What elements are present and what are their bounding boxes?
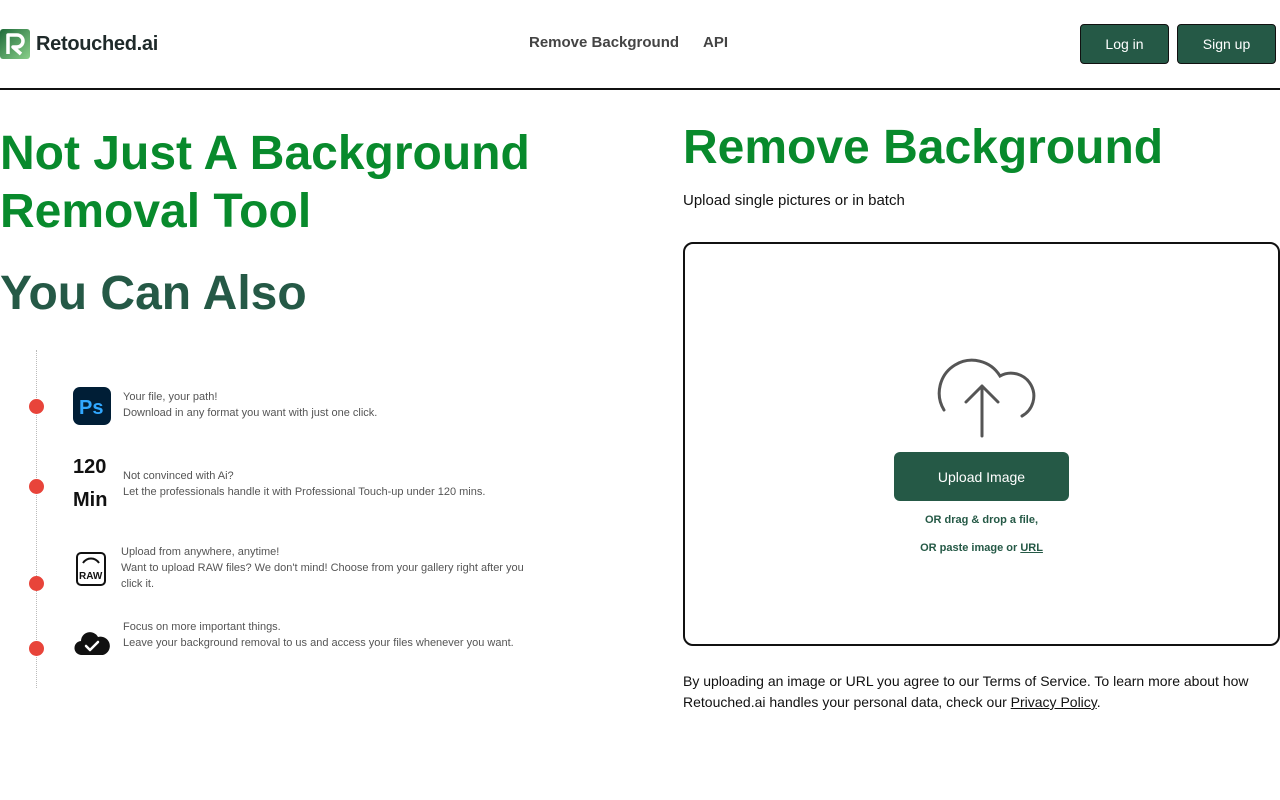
feature-description: Download in any format you want with just one click. <box>123 407 378 419</box>
remove-bg-subtitle: Upload single pictures or in batch <box>683 192 905 209</box>
auth-buttons <box>1080 24 1276 64</box>
feature-text <box>123 389 548 421</box>
paste-hint-text: OR paste image or <box>920 542 1018 554</box>
upload-dropzone[interactable] <box>683 242 1280 646</box>
feature-text <box>123 619 548 651</box>
privacy-policy-link[interactable]: Privacy Policy <box>1010 694 1097 710</box>
logo-text: Retouched.ai <box>36 32 158 55</box>
feature-heading: Focus on more important things. <box>123 621 281 633</box>
hero-title-line1: Not Just A Background <box>0 127 530 180</box>
cloud-upload-icon <box>928 346 1036 438</box>
terms-text: By uploading an image or URL you agree to our Terms of Service. To learn more about how Retouched.ai handles your personal data, check our <box>683 673 1249 710</box>
time-badge-number: 120 <box>73 456 107 478</box>
feature-description: Leave your background removal to us and access your files whenever you want. <box>123 637 514 649</box>
signup-button[interactable]: Sign up <box>1177 24 1276 64</box>
header <box>0 0 1280 90</box>
feature-text <box>123 468 548 500</box>
logo-mark-icon <box>0 29 30 59</box>
photoshop-icon <box>73 387 111 425</box>
svg-text:RAW: RAW <box>79 571 103 582</box>
nav-api[interactable]: API <box>703 34 729 51</box>
upload-image-button[interactable]: Upload Image <box>894 452 1069 501</box>
hero-title <box>0 125 600 241</box>
login-button[interactable]: Log in <box>1080 24 1169 64</box>
feature-description: Let the professionals handle it with Professional Touch-up under 120 mins. <box>123 486 486 498</box>
feature-heading: Not convinced with Ai? <box>123 470 234 482</box>
timeline-dot <box>29 399 44 414</box>
drag-drop-hint: OR drag & drop a file, <box>924 514 1039 526</box>
remove-bg-title: Remove Background <box>683 121 1164 174</box>
hero-subtitle: You Can Also <box>0 267 307 320</box>
paste-hint <box>685 542 1278 554</box>
time-badge-unit: Min <box>73 489 108 511</box>
timeline-dot <box>29 576 44 591</box>
main-nav <box>529 34 728 51</box>
timeline-dot <box>29 479 44 494</box>
logo[interactable] <box>0 29 158 59</box>
nav-remove-background[interactable]: Remove Background <box>529 34 680 51</box>
terms-end: . <box>1096 694 1101 710</box>
raw-file-icon <box>75 551 107 587</box>
hero-title-line2: Removal Tool <box>0 185 312 238</box>
cloud-check-icon <box>74 629 110 657</box>
svg-text:Ps: Ps <box>79 397 104 419</box>
terms-notice <box>683 671 1280 713</box>
feature-heading: Your file, your path! <box>123 391 218 403</box>
feature-text <box>121 544 546 592</box>
feature-description: Want to upload RAW files? We don't mind! Choose from your gallery right after you click it. <box>121 562 524 590</box>
url-link[interactable]: URL <box>1020 542 1043 554</box>
time-badge <box>73 451 107 517</box>
feature-heading: Upload from anywhere, anytime! <box>121 546 280 558</box>
timeline-dot <box>29 641 44 656</box>
